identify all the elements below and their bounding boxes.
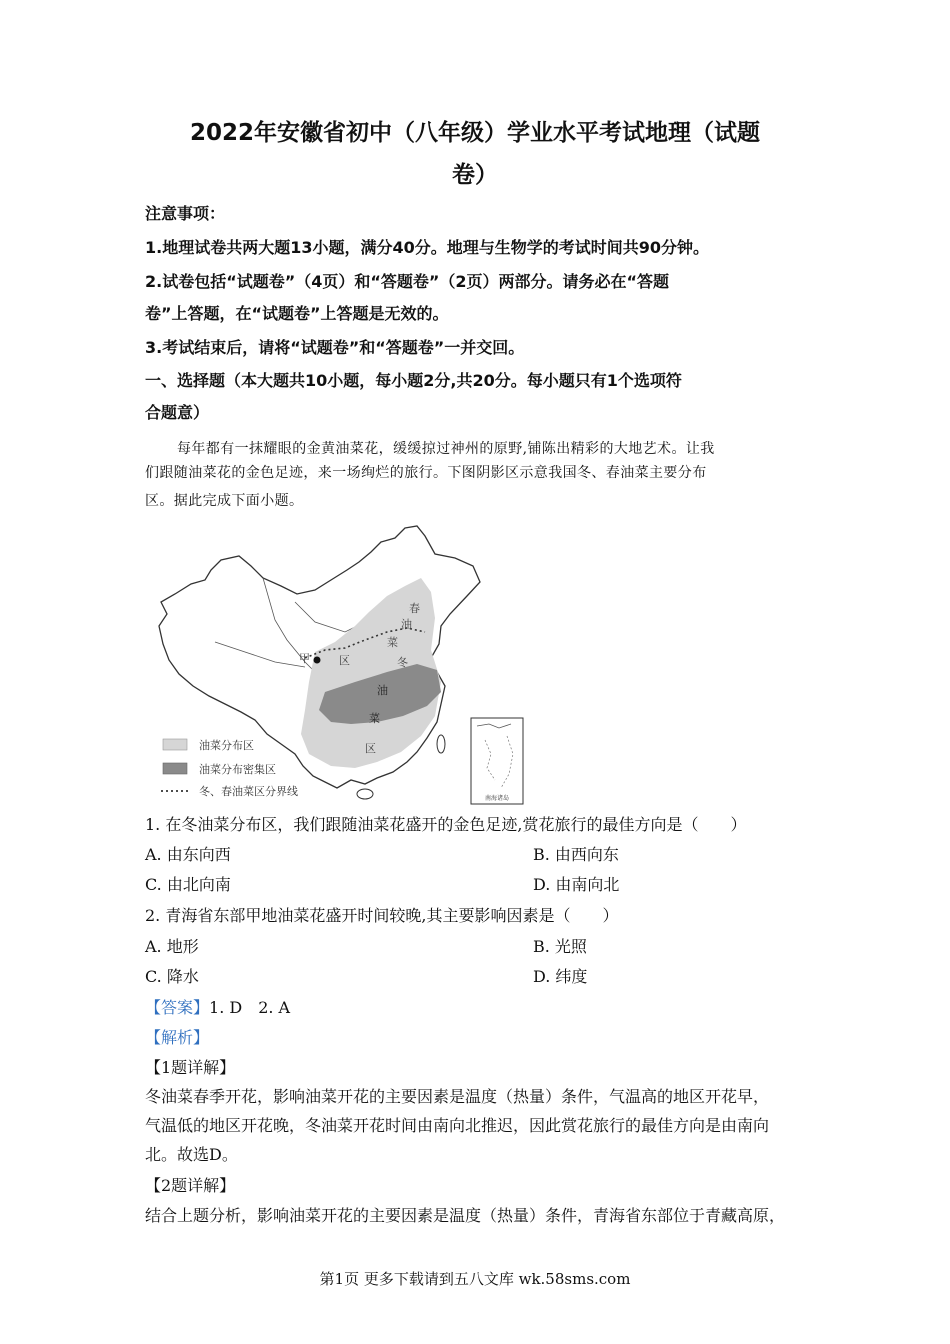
map-label-you1: 油: [401, 618, 412, 631]
legend-boundary: 冬、春油菜区分界线: [199, 785, 298, 798]
detail-2-heading: 【2题详解】: [145, 1176, 236, 1195]
map-label-cai2: 菜: [369, 712, 380, 725]
location-jia-marker: [314, 657, 321, 664]
legend-area: 油菜分布区: [199, 739, 254, 752]
map-label-chun: 春: [409, 602, 420, 615]
map-label-jia: 甲: [299, 652, 310, 665]
passage-line-3: 区。据此完成下面小题。: [145, 493, 304, 509]
q1-stem: 1. 在冬油菜分布区，我们跟随油菜花盛开的金色足迹,赏花旅行的最佳方向是（ ）: [145, 815, 747, 834]
detail-2-line-1: 结合上题分析，影响油菜开花的主要因素是温度（热量）条件，青海省东部位于青藏高原，: [145, 1206, 786, 1225]
answer-tag: 【答案】: [145, 998, 210, 1017]
detail-1-heading: 【1题详解】: [145, 1058, 236, 1077]
notice-item-1: 1.地理试卷共两大题13小题，满分40分。地理与生物学的考试时间共90分钟。: [145, 238, 710, 257]
map-label-qu2: 区: [365, 742, 376, 755]
title-line-2: 卷）: [452, 162, 498, 188]
analysis-tag: 【解析】: [145, 1028, 210, 1047]
map-label-dong: 冬: [397, 656, 408, 669]
q2-option-a: A. 地形: [145, 937, 199, 956]
map-label-qu1: 区: [339, 654, 350, 667]
map-label-you2: 油: [377, 684, 388, 697]
inset-label: 南海诸岛: [484, 795, 510, 802]
page-footer: 第1页 更多下载请到五八文库 wk.58sms.com: [319, 1270, 631, 1288]
notice-item-3: 3.考试结束后，请将“试题卷”和“答题卷”一并交回。: [145, 338, 525, 357]
q2-option-c: C. 降水: [145, 967, 199, 986]
detail-1-line-2: 气温低的地区开花晚，冬油菜开花时间由南向北推迟，因此赏花旅行的最佳方向是由南向: [145, 1116, 770, 1135]
q1-option-a: A. 由东向西: [145, 845, 231, 864]
answer-line: [145, 997, 290, 1019]
notice-item-2: 2.试卷包括“试题卷”（4页）和“答题卷”（2页）两部分。请务必在“答题: [145, 272, 670, 291]
south-china-sea-inset: [471, 718, 523, 804]
detail-1-line-3: 北。故选D。: [145, 1145, 238, 1164]
q1-option-b: B. 由西向东: [533, 845, 619, 864]
passage-line-1: 每年都有一抹耀眼的金黄油菜花，缓缓掠过神州的原野,铺陈出精彩的大地艺术。让我: [177, 441, 715, 457]
q1-option-d: D. 由南向北: [533, 875, 620, 894]
section-heading: 一、选择题（本大题共10小题，每小题2分,共20分。每小题只有1个选项符: [145, 371, 682, 390]
legend-dense: 油菜分布密集区: [199, 763, 276, 776]
notice-heading: 注意事项：: [145, 204, 226, 223]
q2-option-b: B. 光照: [533, 937, 587, 956]
map-label-cai1: 菜: [387, 636, 398, 649]
rapeseed-distribution-map: [155, 522, 530, 812]
section-heading-cont: 合题意）: [145, 403, 210, 422]
detail-1-line-1: 冬油菜春季开花，影响油菜开花的主要因素是温度（热量）条件，气温高的地区开花早，: [145, 1087, 770, 1106]
answer-text: 1. D 2. A: [209, 998, 291, 1017]
q2-option-d: D. 纬度: [533, 967, 588, 986]
title-line-1: 2022年安徽省初中（八年级）学业水平考试地理（试题: [189, 120, 760, 146]
q2-stem: 2. 青海省东部甲地油菜花盛开时间较晚,其主要影响因素是（ ）: [145, 906, 619, 925]
q1-option-c: C. 由北向南: [145, 875, 231, 894]
passage-line-2: 们跟随油菜花的金色足迹，来一场绚烂的旅行。下图阴影区示意我国冬、春油菜主要分布: [145, 465, 707, 481]
notice-item-2-cont: 卷”上答题，在“试题卷”上答题是无效的。: [145, 304, 449, 323]
